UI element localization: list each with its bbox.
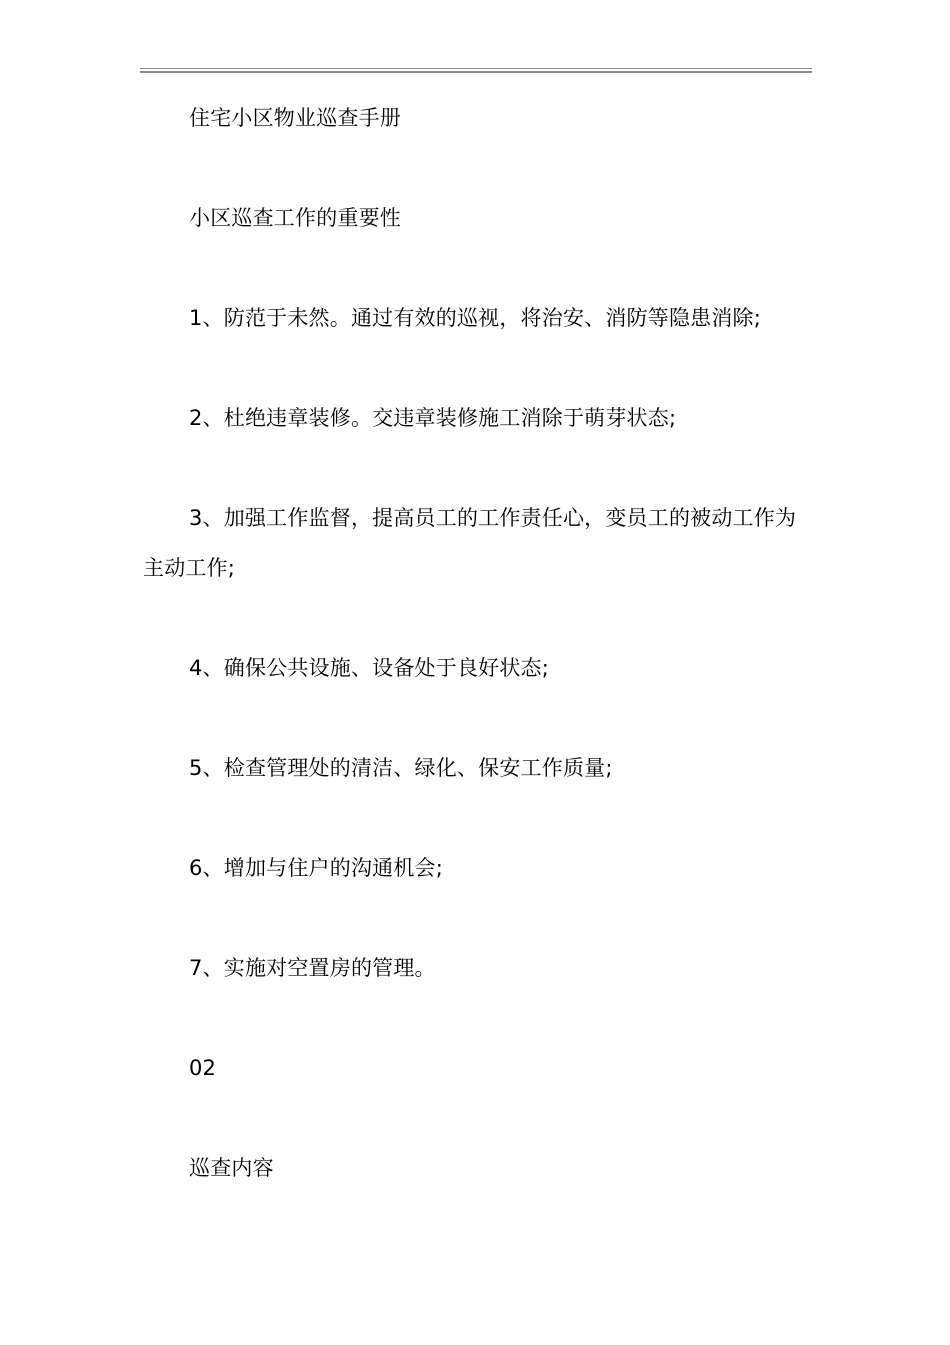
- list-item: 6、增加与住户的沟通机会;: [189, 856, 444, 880]
- document-title: 住宅小区物业巡查手册: [189, 106, 401, 130]
- list-item: 2、杜绝违章装修。交违章装修施工消除于萌芽状态;: [189, 406, 677, 430]
- list-item: 1、防范于未然。通过有效的巡视，将治安、消防等隐患消除;: [189, 306, 762, 330]
- list-item: 7、实施对空置房的管理。: [189, 956, 436, 980]
- section-heading: 小区巡查工作的重要性: [189, 206, 401, 230]
- header-rule: [140, 68, 812, 73]
- section-number: 02: [189, 1056, 217, 1080]
- list-item: 5、检查管理处的清洁、绿化、保安工作质量;: [189, 756, 613, 780]
- section-heading: 巡查内容: [189, 1156, 274, 1180]
- list-item: 4、确保公共设施、设备处于良好状态;: [189, 656, 550, 680]
- list-item: 3、加强工作监督，提高员工的工作责任心，变员工的被动工作为主动工作;: [143, 506, 797, 580]
